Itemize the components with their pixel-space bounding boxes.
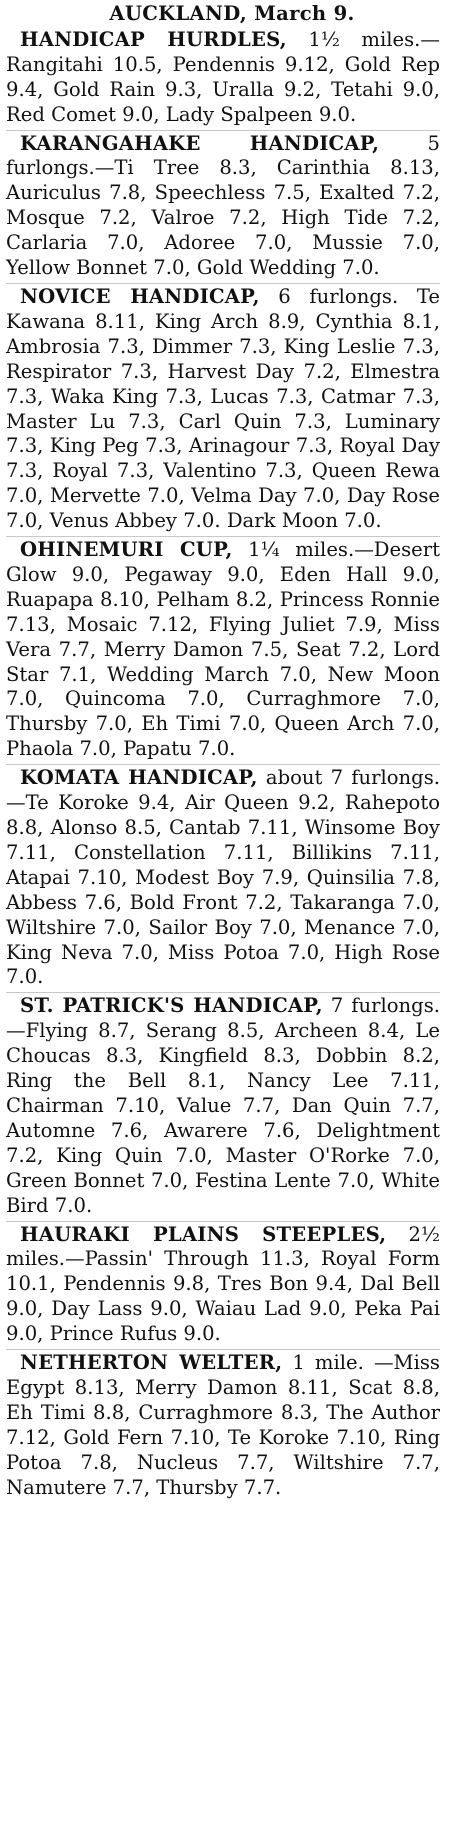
- race-entry-novice-handicap: [6, 284, 440, 537]
- race-title: HAURAKI PLAINS STEEPLES,: [20, 1222, 387, 1246]
- race-title: OHINEMURI CUP,: [20, 538, 233, 562]
- race-entry-handicap-hurdles: [6, 27, 440, 131]
- race-details: 1 mile. —Miss Egypt 8.13, Merry Damon 8.11, Scat 8.8, Eh Timi 8.8, Curraghmore 8.3, The Author 7.12, Gold Fern 7.10, Te Koroke 7.10, Ring Potoa 7.8, Nucleus 7.7, Wiltshire 7.7, Namutere 7.7, Thursby 7.7.: [6, 1351, 440, 1499]
- race-title: HANDICAP HURDLES,: [20, 27, 287, 51]
- race-entry-hauraki-plains-steeples: [6, 1222, 440, 1351]
- race-entry-komata-handicap: [6, 765, 440, 993]
- race-title: KOMATA HANDICAP,: [20, 766, 258, 790]
- race-details: 1¼ miles.—Desert Glow 9.0, Pegaway 9.0, Eden Hall 9.0, Ruapapa 8.10, Pelham 8.2, Princess Ronnie 7.13, Mosaic 7.12, Flying Juliet 7.9, Miss Vera 7.7, Merry Damon 7.5, Seat 7.2, Lord Star 7.1, Wedding March 7.0, New Moon 7.0, Quincoma 7.0, Curraghmore 7.0, Thursby 7.0, Eh Timi 7.0, Queen Arch 7.0, Phaola 7.0, Papatu 7.0.: [6, 538, 440, 761]
- race-entry-netherton-welter: [6, 1350, 440, 1502]
- race-details: 5 furlongs.—Ti Tree 8.3, Carinthia 8.13, Auriculus 7.8, Speechless 7.5, Exalted 7.2, Mosque 7.2, Valroe 7.2, High Tide 7.2, Carlaria 7.0, Adoree 7.0, Mussie 7.0, Yellow Bonnet 7.0, Gold Wedding 7.0.: [6, 131, 440, 280]
- race-details: 7 furlongs.—Flying 8.7, Serang 8.5, Archeen 8.4, Le Choucas 8.3, Kingfield 8.3, Dobbin 8.2, Ring the Bell 8.1, Nancy Lee 7.11, Chairman 7.10, Value 7.7, Dan Quin 7.7, Automne 7.6, Awarere 7.6, Delightment 7.2, King Quin 7.0, Master O'Rorke 7.0, Green Bonnet 7.0, Festina Lente 7.0, White Bird 7.0.: [6, 994, 440, 1217]
- race-title: NOVICE HANDICAP,: [20, 284, 260, 308]
- race-entry-karangahake-handicap: [6, 131, 440, 284]
- race-title: ST. PATRICK'S HANDICAP,: [20, 994, 323, 1018]
- race-entry-ohinemuri-cup: [6, 537, 440, 765]
- race-title: NETHERTON WELTER,: [20, 1351, 283, 1375]
- race-details: about 7 furlongs.—Te Koroke 9.4, Air Queen 9.2, Rahepoto 8.8, Alonso 8.5, Cantab 7.11, Winsome Boy 7.11, Constellation 7.11, Billikins 7.11, Atapai 7.10, Modest Boy 7.9, Quinsilia 7.8, Abbess 7.6, Bold Front 7.2, Takaranga 7.0, Wiltshire 7.0, Sailor Boy 7.0, Menance 7.0, King Neva 7.0, Miss Potoa 7.0, High Rose 7.0.: [6, 766, 440, 989]
- newspaper-column: [6, 2, 440, 1502]
- race-details: 1½ miles.—Rangitahi 10.5, Pendennis 9.12, Gold Rep 9.4, Gold Rain 9.3, Uralla 9.2, Tetahi 9.0, Red Comet 9.0, Lady Spalpeen 9.0.: [6, 27, 440, 126]
- race-details: 2½ miles.—Passin' Through 11.3, Royal Form 10.1, Pendennis 9.8, Tres Bon 9.4, Dal Bell 9.0, Day Lass 9.0, Waiau Lad 9.0, Peka Pai 9.0, Prince Rufus 9.0.: [6, 1222, 440, 1346]
- race-entry-st-patricks-handicap: [6, 993, 440, 1221]
- race-title: KARANGAHAKE HANDICAP,: [20, 131, 380, 155]
- dateline: AUCKLAND, March 9.: [109, 2, 355, 25]
- race-details: 6 furlongs. Te Kawana 8.11, King Arch 8.9, Cynthia 8.1, Ambrosia 7.3, Dimmer 7.3, King Leslie 7.3, Respirator 7.3, Harvest Day 7.2, Elmestra 7.3, Waka King 7.3, Lucas 7.3, Catmar 7.3, Master Lu 7.3, Carl Quin 7.3, Luminary 7.3, King Peg 7.3, Arinagour 7.3, Royal Day 7.3, Royal 7.3, Valentino 7.3, Queen Rewa 7.0, Mervette 7.0, Velma Day 7.0, Day Rose 7.0, Venus Abbey 7.0. Dark Moon 7.0.: [6, 284, 440, 533]
